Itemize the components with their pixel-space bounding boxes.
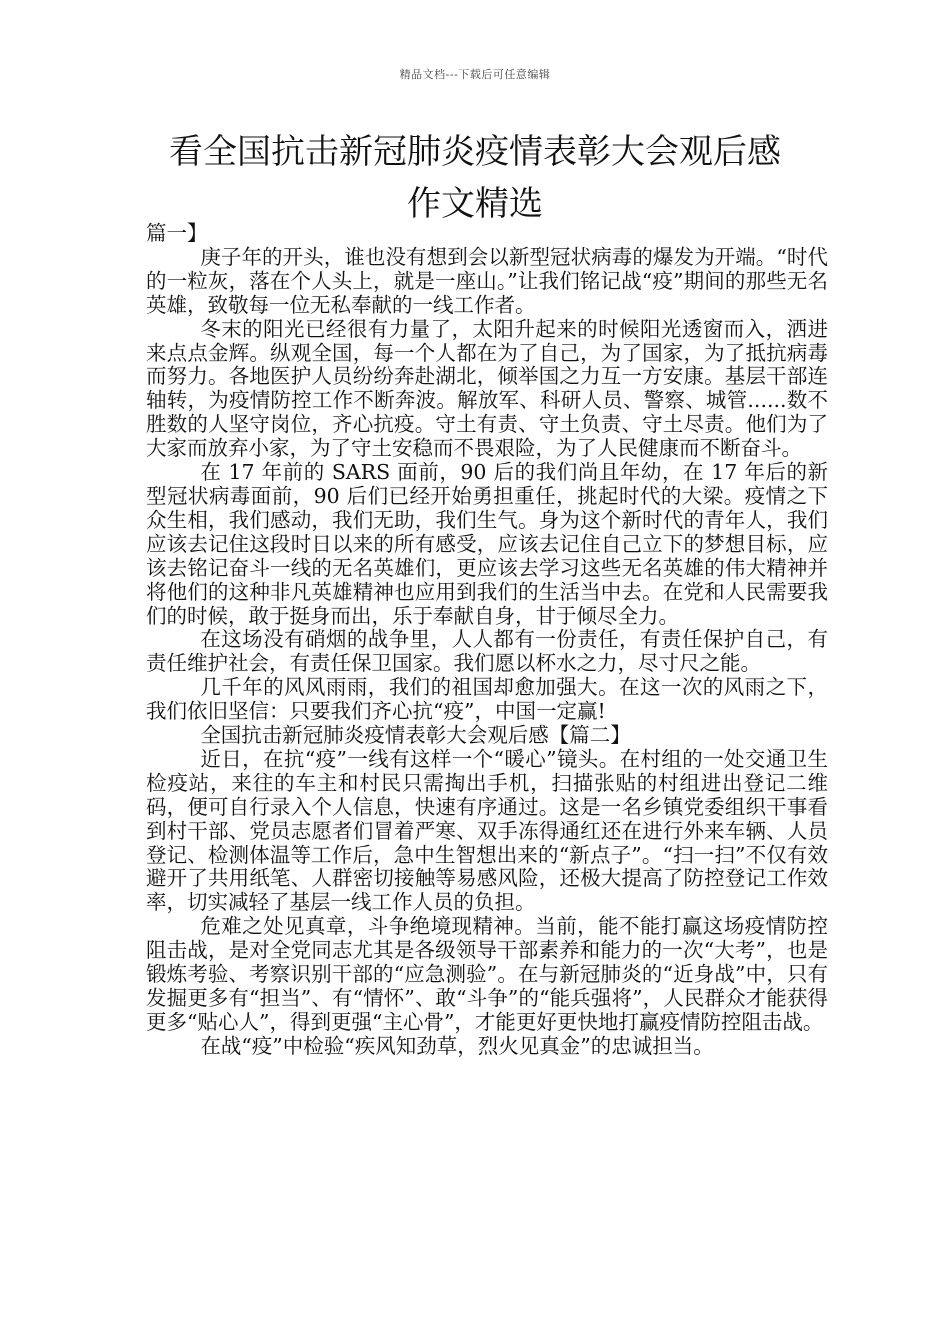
paragraph: 几千年的风风雨雨，我们的祖国却愈加强大。在这一次的风雨之下，我们依旧坚信：只要我们齐心抗“疫”，中国一定赢! <box>146 675 828 724</box>
section-heading-part-two: 全国抗击新冠肺炎疫情表彰大会观后感【篇二】 <box>200 723 631 748</box>
section-label-part-one: 篇一】 <box>146 221 208 245</box>
document-title <box>120 126 830 230</box>
title-line-2: 作文精选 <box>407 184 543 224</box>
paragraph: 危难之处见真章，斗争绝境现精神。当前，能不能打赢这场疫情防控阻击战，是对全党同志尤其是各级领导干部素养和能力的一次“大考”，也是锻炼考验、考察识别干部的“应急测验”。在与新冠肺炎的“近身战”中，只有发掘更多有“担当”、有“情怀”、敢“斗争”的“能兵强将”，人民群众才能获得更多“贴心人”，得到更强“主心骨”，才能更好更快地打赢疫情防控阻击战。 <box>146 914 828 1034</box>
paragraph: 近日，在抗“疫”一线有这样一个“暖心”镜头。在村组的一处交通卫生检疫站，来往的车主和村民只需掏出手机，扫描张贴的村组进出登记二维码，便可自行录入个人信息，快速有序通过。这是一名乡镇党委组织干事看到村干部、党员志愿者们冒着严寒、双手冻得通红还在进行外来车辆、人员登记、检测体温等工作后，急中生智想出来的“新点子”。“扫一扫”不仅有效避开了共用纸笔、人群密切接触等易感风险，还极大提高了防控登记工作效率，切实减轻了基层一线工作人员的负担。 <box>146 746 828 915</box>
paragraph: 在 17 年前的 SARS 面前，90 后的我们尚且年幼，在 17 年后的新型冠状病毒面前，90 后们已经开始勇担重任，挑起时代的大梁。疫情之下众生相，我们感动，我们无助，我们生气。身为这个新时代的青年人，我们应该去记住这段时日以来的所有感受，应该去记住自己立下的梦想目标，应该去铭记奋斗一线的无名英雄们，更应该去学习这些无名英雄的伟大精神并将他们的这种非凡英雄精神也应用到我们的生活当中去。在党和人民需要我们的时候，敢于挺身而出，乐于奉献自身，甘于倾尽全力。 <box>146 460 828 628</box>
paragraph: 庚子年的开头，谁也没有想到会以新型冠状病毒的爆发为开端。“时代的一粒灰，落在个人头上，就是一座山。”让我们铭记战“疫”期间的那些无名英雄，致敬每一位无私奉献的一线工作者。 <box>146 244 828 317</box>
page-header-note: 精品文档---下载后可任意编辑 <box>399 68 551 81</box>
paragraph: 在战“疫”中检验“疾风知劲草，烈火见真金”的忠诚担当。 <box>200 1033 714 1058</box>
document-body <box>146 222 828 1059</box>
title-line-1: 看全国抗击新冠肺炎疫情表彰大会观后感 <box>169 132 781 172</box>
paragraph: 冬末的阳光已经很有力量了，太阳升起来的时候阳光透窗而入，洒进来点点金辉。纵观全国，每一个人都在为了自己，为了国家，为了抵抗病毒而努力。各地医护人员纷纷奔赴湖北，倾举国之力互一方安康。基层干部连轴转，为疫情防控工作不断奔波。解放军、科研人员、警察、城管......数不胜数的人坚守岗位，齐心抗疫。守土有责、守土负责、守土尽责。他们为了大家而放弃小家，为了守土安稳而不畏艰险，为了人民健康而不断奋斗。 <box>146 316 828 461</box>
paragraph: 在这场没有硝烟的战争里，人人都有一份责任，有责任保护自己，有责任维护社会，有责任保卫国家。我们愿以杯水之力，尽寸尺之能。 <box>146 627 828 676</box>
